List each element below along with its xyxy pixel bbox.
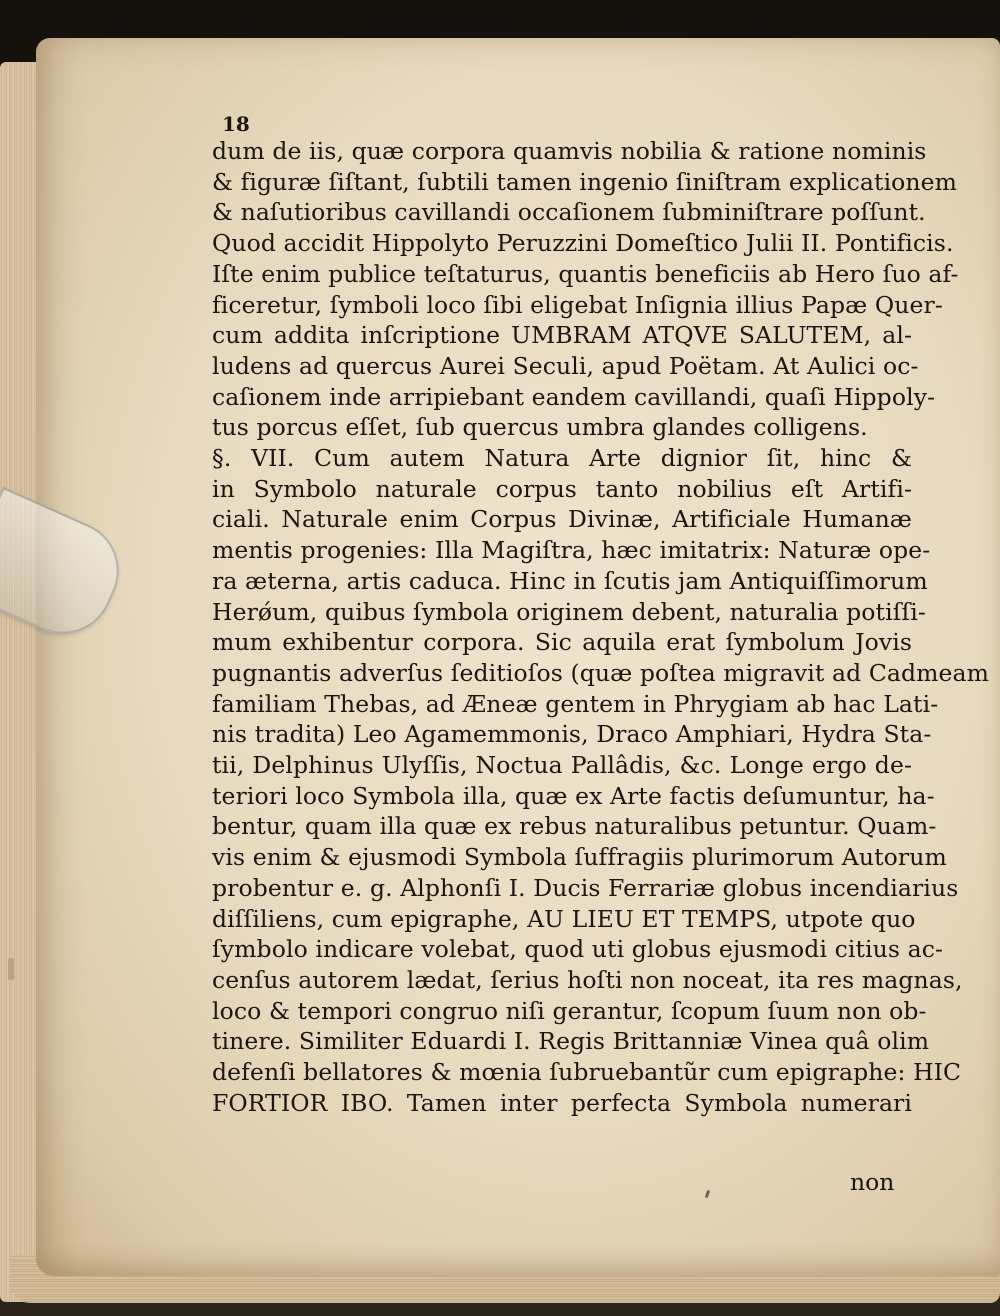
text-line: §. VII. Cum autem Natura Arte dignior ſit, hinc & [212, 444, 912, 473]
text-line: defenſi bellatores & mœnia ſubruebantũr cum epigraphe: HIC [212, 1058, 962, 1087]
text-line: bentur, quam illa quæ ex rebus naturalibus petuntur. Quam- [212, 812, 937, 841]
catchword: non [850, 1168, 895, 1196]
text-line: FORTIOR IBO. Tamen inter perfecta Symbola numerari [212, 1088, 912, 1117]
text-line: familiam Thebas, ad Æneæ gentem in Phrygiam ab hac Lati- [212, 689, 939, 718]
text-line: & figuræ ſiſtant, ſubtili tamen ingenio ſiniſtram explicationem [212, 167, 958, 196]
text-line: tinere. Similiter Eduardi I. Regis Brittanniæ Vinea quâ olim [212, 1027, 930, 1056]
text-line: pugnantis adverſus ſeditioſos (quæ poſtea migravit ad Cadmeam [212, 658, 990, 687]
text-line: vis enim & ejusmodi Symbola ſuffragiis plurimorum Autorum [212, 843, 947, 872]
text-line: cum addita inſcriptione UMBRAM ATQVE SALUTEM, al- [212, 321, 912, 350]
text-line: dum de iis, quæ corpora quamvis nobilia & ratione nominis [212, 137, 927, 165]
text-line: ficeretur, ſymboli loco ſibi eligebat Inſignia illius Papæ Quer- [212, 290, 943, 319]
text-line: mum exhibentur corpora. Sic aquila erat ſymbolum Jovis [212, 628, 912, 657]
text-line: cenſus autorem lædat, ſerius hoſti non noceat, ita res magnas, [212, 965, 963, 994]
text-line: nis tradita) Leo Agamemmonis, Draco Amphiari, Hydra Sta- [212, 720, 932, 749]
text-line: teriori loco Symbola illa, quæ ex Arte factis deſumuntur, ha- [212, 781, 935, 810]
text-line: ludens ad quercus Aurei Seculi, apud Poëtam. At Aulici oc- [212, 351, 919, 380]
page-number: 18 [222, 112, 250, 136]
text-line: tus porcus eſſet, ſub quercus umbra glandes colligens. [212, 413, 868, 442]
page-text [212, 118, 990, 1119]
text-line: probentur e. g. Alphonſi I. Ducis Ferrariæ globus incendiarius [212, 873, 959, 902]
text-line: caſionem inde arripiebant eandem cavillandi, quaſi Hippoly- [212, 382, 936, 411]
text-line: loco & tempori congruo niſi gerantur, ſcopum ſuum non ob- [212, 996, 927, 1025]
text-line: Quod accidit Hippolyto Peruzzini Domeſtico Julii II. Pontificis. [212, 229, 954, 258]
text-line: ra æterna, artis caduca. Hinc in ſcutis jam Antiquiſſimorum [212, 566, 928, 595]
text-line: mentis progenies: Illa Magiſtra, hæc imitatrix: Naturæ ope- [212, 536, 931, 565]
text-line: & naſutioribus cavillandi occaſionem ſubminiſtrare poſſunt. [212, 198, 926, 227]
text-line: diſſiliens, cum epigraphe, AU LIEU ET TEMPS, utpote quo [212, 904, 916, 933]
text-line: Iſte enim publice teſtaturus, quantis beneficiis ab Hero ſuo af- [212, 259, 959, 288]
text-line: in Symbolo naturale corpus tanto nobilius eſt Artifi- [212, 474, 912, 503]
text-line: ciali. Naturale enim Corpus Divinæ, Artificiale Humanæ [212, 505, 912, 534]
page-tab-mark [8, 958, 14, 980]
text-line: Herǿum, quibus ſymbola originem debent, naturalia potiſſi- [212, 597, 926, 626]
text-line: tii, Delphinus Ulyſſis, Noctua Pallâdis, &c. Longe ergo de- [212, 751, 912, 780]
text-line: ſymbolo indicare volebat, quod uti globus ejusmodi citius ac- [212, 935, 944, 964]
